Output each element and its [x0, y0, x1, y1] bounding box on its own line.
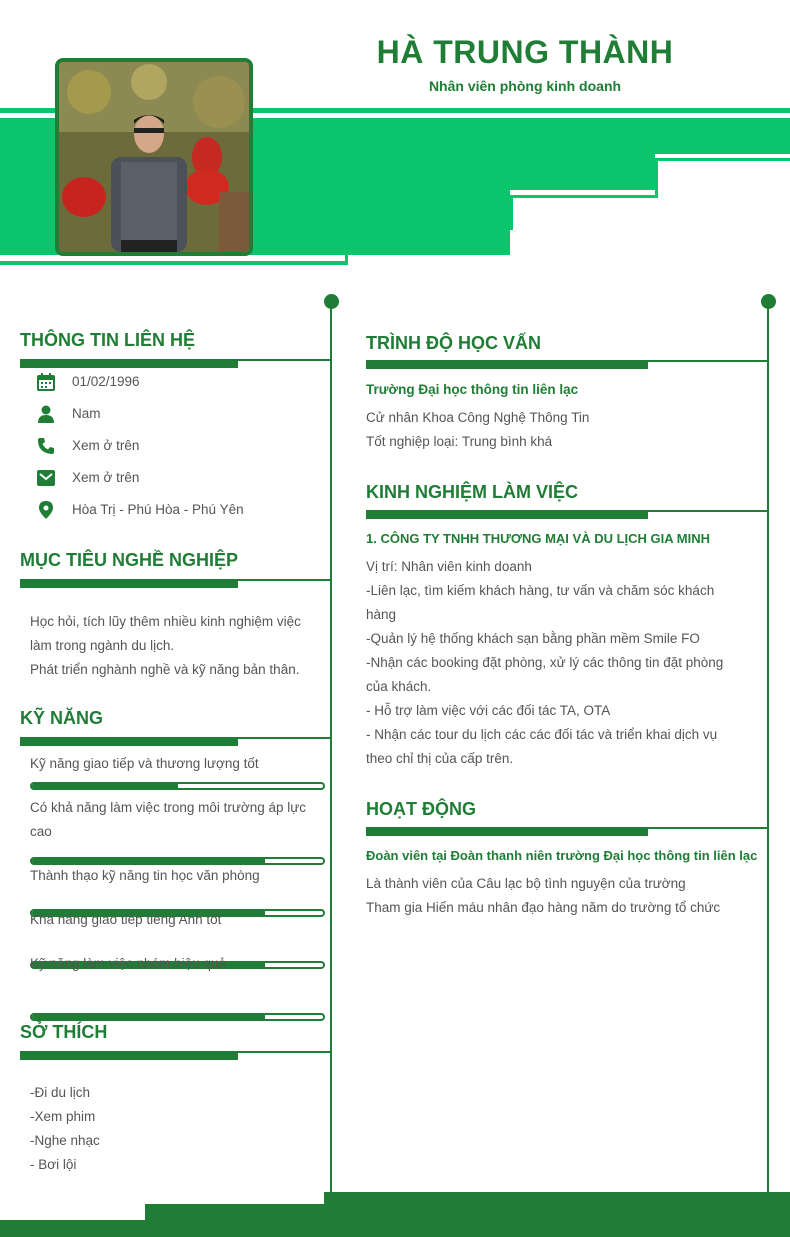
- contact-list: [36, 366, 326, 526]
- activity-line: Là thành viên của Câu lạc bộ tình nguyện của trường: [366, 876, 686, 891]
- activities-section-title: HOẠT ĐỘNG: [366, 799, 476, 819]
- stair-line-2: [510, 195, 655, 198]
- activities-heading: Đoàn viên tại Đoàn thanh niên trường Đại học thông tin liên lạc: [366, 848, 758, 863]
- footer-bar-left: [0, 1220, 146, 1237]
- mail-icon: [36, 468, 56, 488]
- candidate-name: HÀ TRUNG THÀNH: [376, 34, 674, 70]
- header-step-3: [655, 118, 790, 154]
- contact-section-title: THÔNG TIN LIÊN HỆ: [20, 330, 195, 350]
- contact-phone: [36, 430, 326, 462]
- stair-line-v2: [510, 195, 513, 230]
- skill-label: Kỹ năng làm việc nhóm hiệu quả: [30, 956, 226, 971]
- experience-rule-bar: [366, 512, 648, 519]
- hobbies-list: [30, 1081, 320, 1177]
- objective-section-title: MỤC TIÊU NGHỀ NGHIỆP: [20, 550, 239, 570]
- skills-rule-bar: [20, 739, 238, 746]
- activities-rule-bar: [366, 829, 648, 836]
- footer-bar-mid: [145, 1204, 325, 1237]
- experience-line: theo chỉ thị của cấp trên.: [366, 751, 514, 766]
- skill-bar-fill: [32, 1015, 265, 1019]
- activities-details: [366, 872, 756, 920]
- contact-text: Xem ở trên: [72, 438, 140, 453]
- skill-label: Kỹ năng giao tiếp và thương lượng tốt: [30, 756, 259, 771]
- education-line: Tốt nghiệp loại: Trung bình khá: [366, 434, 553, 449]
- candidate-role: Nhân viên phòng kinh doanh: [428, 78, 622, 94]
- stair-line-v1: [345, 227, 348, 265]
- profile-photo: [55, 58, 253, 256]
- contact-text: Nam: [72, 406, 101, 421]
- hobby-item: -Đi du lịch: [30, 1085, 91, 1100]
- phone-icon: [36, 436, 56, 456]
- stair-line-1: [345, 227, 510, 230]
- objective-rule-bar: [20, 581, 238, 588]
- location-pin-icon: [36, 500, 56, 520]
- experience-line: -Quản lý hệ thống khách sạn bằng phần mềm Smile FO: [366, 631, 700, 646]
- contact-address: [36, 494, 326, 526]
- education-section-title: TRÌNH ĐỘ HỌC VẤN: [366, 333, 541, 353]
- header-bottom-line: [0, 261, 345, 265]
- objective-line: Phát triển nghành nghề và kỹ năng bản thân.: [30, 662, 300, 677]
- education-school: Trường Đại học thông tin liên lạc: [366, 382, 579, 397]
- profile-photo-image: [59, 62, 249, 252]
- hobby-item: -Nghe nhạc: [30, 1133, 100, 1148]
- right-column-line: [767, 305, 769, 1200]
- contact-text: 01/02/1996: [72, 374, 140, 389]
- experience-line: - Nhận các tour du lịch các các đối tác và triển khai dịch vụ: [366, 727, 718, 742]
- skill-bar-fill: [32, 859, 265, 863]
- skills-section-title: KỸ NĂNG: [20, 708, 104, 728]
- objective-line: làm trong ngành du lịch.: [30, 638, 175, 653]
- hobby-item: -Xem phim: [30, 1109, 96, 1124]
- skill-label: Khả năng giao tiếp tiếng Anh tốt: [30, 912, 222, 927]
- hobbies-section-title: SỞ THÍCH: [20, 1022, 108, 1042]
- contact-birthdate: [36, 366, 326, 398]
- skill-bar: [30, 1013, 325, 1021]
- skill-label: Có khả năng làm việc trong môi trường áp lực cao: [30, 800, 307, 839]
- left-column-line: [330, 305, 332, 1200]
- contact-email: [36, 462, 326, 494]
- skill-bar: [30, 782, 325, 790]
- activity-line: Tham gia Hiến máu nhân đạo hàng năm do trường tổ chức: [366, 900, 721, 915]
- contact-gender: [36, 398, 326, 430]
- skill-label: Thành thạo kỹ năng tin học văn phòng: [30, 868, 260, 883]
- person-icon: [36, 404, 56, 424]
- experience-company: 1. CÔNG TY TNHH THƯƠNG MẠI VÀ DU LỊCH GIA MINH: [366, 531, 710, 546]
- experience-line: -Liên lạc, tìm kiếm khách hàng, tư vấn và chăm sóc khách: [366, 583, 715, 598]
- contact-text: Xem ở trên: [72, 470, 140, 485]
- experience-line: Vị trí: Nhân viên kinh doanh: [366, 559, 532, 574]
- stair-line-3: [655, 158, 790, 161]
- skill-bar-fill: [32, 784, 178, 788]
- stair-line-v3: [655, 158, 658, 198]
- contact-text: Hòa Trị - Phú Hòa - Phú Yên: [72, 502, 244, 517]
- hobby-item: - Bơi lội: [30, 1157, 77, 1172]
- experience-section-title: KINH NGHIỆM LÀM VIỆC: [366, 482, 579, 502]
- objective-text: [30, 610, 330, 682]
- education-line: Cử nhân Khoa Công Nghệ Thông Tin: [366, 410, 590, 425]
- experience-line: -Nhận các booking đặt phòng, xử lý các thông tin đặt phòng: [366, 655, 724, 670]
- calendar-icon: [36, 372, 56, 392]
- stair-a-fill: [345, 190, 510, 222]
- experience-line: hàng: [366, 607, 397, 622]
- education-details: [366, 406, 756, 454]
- objective-line: Học hỏi, tích lũy thêm nhiều kinh nghiệm việc: [30, 614, 301, 629]
- footer-bar-right: [324, 1192, 790, 1237]
- hobbies-rule-bar: [20, 1053, 238, 1060]
- education-rule-bar: [366, 362, 648, 369]
- experience-details: [366, 555, 748, 771]
- stair-b-fill: [510, 154, 655, 190]
- experience-line: - Hỗ trợ làm việc với các đối tác TA, OTA: [366, 703, 611, 718]
- experience-line: của khách.: [366, 679, 432, 694]
